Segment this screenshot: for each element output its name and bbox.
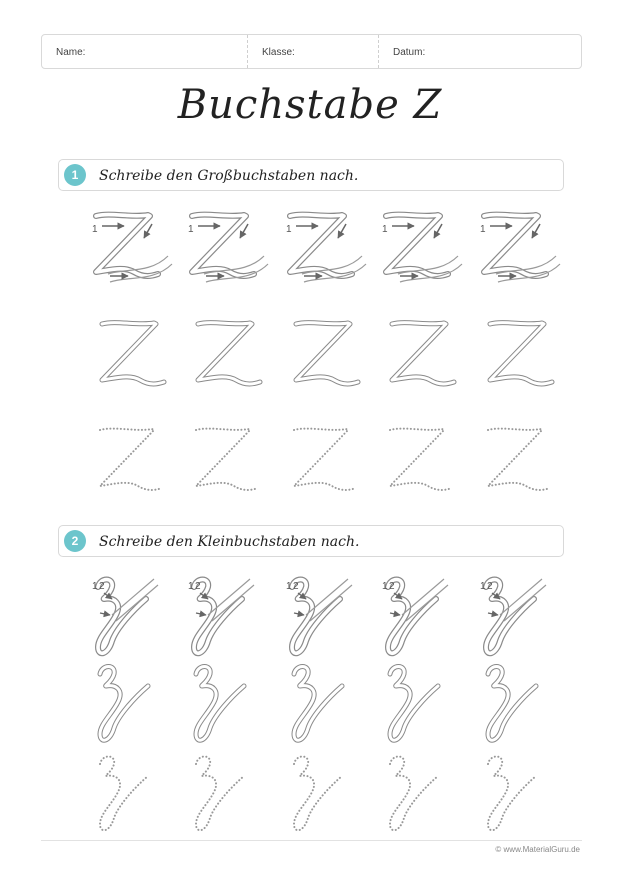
lowercase-z-dotted (390, 757, 438, 831)
page-title: Buchstabe Z (177, 82, 443, 128)
capital-z-guided (188, 215, 268, 282)
stroke-number: 1 (382, 224, 388, 235)
stroke-number: 1 (188, 581, 194, 592)
lowercase-z-guided (382, 579, 448, 653)
capital-z-outline (490, 323, 552, 384)
lowercase-z-outline (488, 667, 536, 741)
capital-z-outline (296, 323, 358, 384)
footer-divider (41, 840, 582, 841)
capital-z-dotted (294, 429, 356, 490)
stroke-number: 1 (286, 581, 292, 592)
lowercase-z-guided (188, 579, 254, 653)
lowercase-z-outline (294, 667, 342, 741)
stroke-number: 2 (389, 581, 395, 592)
capital-z-guided (382, 215, 462, 282)
lowercase-z-outline (100, 667, 148, 741)
stroke-number: 1 (480, 224, 486, 235)
capital-z-guided (480, 215, 560, 282)
class-label: Klasse: (262, 47, 295, 58)
capital-z-dotted (488, 429, 550, 490)
stroke-number: 1 (480, 581, 486, 592)
stroke-number: 1 (382, 581, 388, 592)
stroke-number: 1 (188, 224, 194, 235)
capital-z-guided (286, 215, 366, 282)
name-label: Name: (56, 47, 86, 58)
task-number-badge: 1 (64, 164, 86, 186)
capital-z-dotted (390, 429, 452, 490)
stroke-number: 2 (487, 581, 493, 592)
lowercase-z-guided (92, 579, 158, 653)
lowercase-z-dotted (196, 757, 244, 831)
capital-z-dotted (196, 429, 258, 490)
capital-z-outline (198, 323, 260, 384)
stroke-number: 2 (99, 581, 105, 592)
stroke-number: 1 (286, 224, 292, 235)
lowercase-z-outline (390, 667, 438, 741)
footer-copyright: © www.MaterialGuru.de (495, 845, 580, 854)
lowercase-z-outline (196, 667, 244, 741)
date-label: Datum: (393, 47, 426, 58)
task-number-badge: 2 (64, 530, 86, 552)
capital-z-outline (392, 323, 454, 384)
lowercase-z-dotted (488, 757, 536, 831)
stroke-number: 1 (92, 581, 98, 592)
capital-z-outline (102, 323, 164, 384)
capital-z-dotted (100, 429, 162, 490)
task-instruction: Schreibe den Kleinbuchstaben nach. (99, 534, 360, 550)
stroke-number: 1 (92, 224, 98, 235)
stroke-number: 2 (293, 581, 299, 592)
lowercase-z-dotted (294, 757, 342, 831)
task-instruction: Schreibe den Großbuchstaben nach. (99, 168, 359, 184)
lowercase-z-guided (480, 579, 546, 653)
lowercase-z-dotted (100, 757, 148, 831)
lowercase-z-guided (286, 579, 352, 653)
stroke-number: 2 (195, 581, 201, 592)
capital-z-guided (92, 215, 172, 282)
